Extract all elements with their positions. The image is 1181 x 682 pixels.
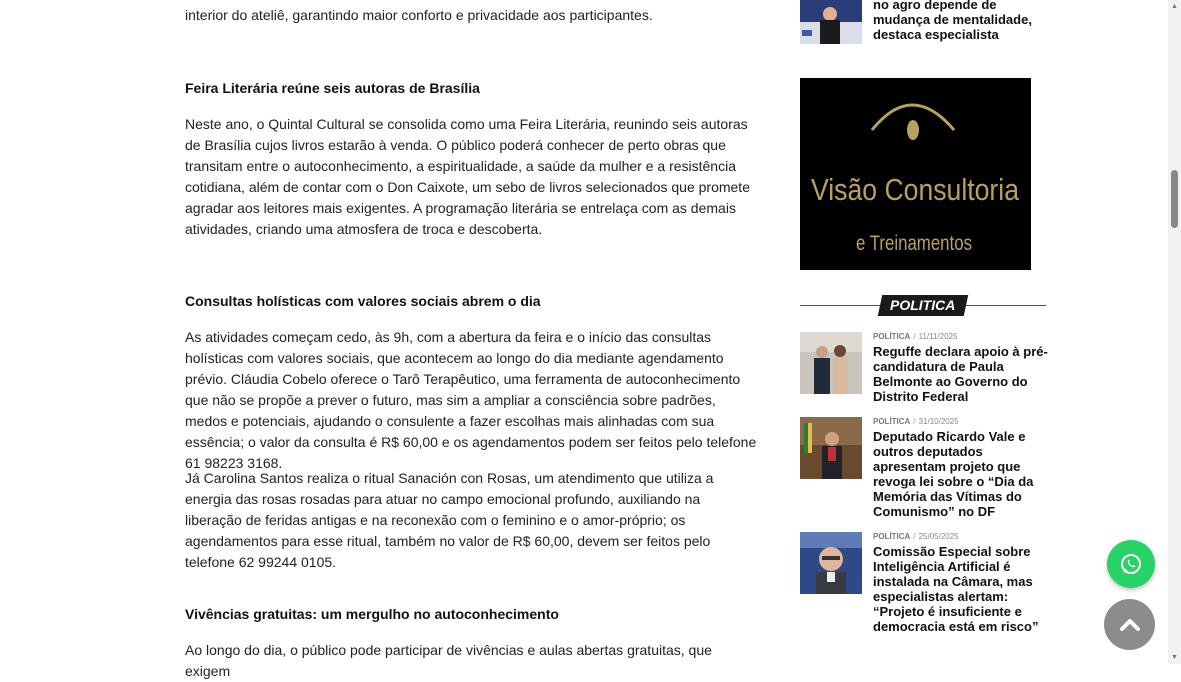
news-category[interactable]: POLÍTICA xyxy=(873,332,911,341)
scrollbar-thumb[interactable] xyxy=(1171,170,1178,228)
scroll-down-icon[interactable]: ▼ xyxy=(1171,654,1178,661)
section-header-politica xyxy=(800,294,1046,316)
news-text xyxy=(873,332,1048,404)
chevron-up-icon xyxy=(1118,613,1142,637)
article-paragraph: As atividades começam cedo, às 9h, com a abertura da feira e o início das consultas holísticas com valores sociais, que acontecem ao longo do dia mediante agendamento prévio. Cláudia Cobelo oferece o Tarô Terapêutico, uma ferramenta de autoconhecimento que não se propõe a prever o futuro, mas sim a ampliar a consciência sobre padrões, medos e potenciais, ajudando o consulente a fazer escolhas mais alinhadas com sua essência; o valor da consulta é R$ 60,00 e os agendamentos podem ser feitos pelo telefone 61 98223 3168. xyxy=(185,329,757,471)
news-meta: POLÍTICA / 25/05/2025 xyxy=(873,532,959,541)
news-date: 31/10/2025 xyxy=(918,417,959,426)
news-date: 25/05/2025 xyxy=(918,532,959,541)
news-title[interactable]: Reguffe declara apoio à pré-candidatura de Paula Belmonte ao Governo do Distrito Federal xyxy=(873,344,1048,404)
scroll-up-icon[interactable]: ▲ xyxy=(1171,3,1178,10)
article-subheading: Feira Literária reúne seis autoras de Brasília xyxy=(185,80,480,96)
article-subheading: Consultas holísticas com valores sociais abrem o dia xyxy=(185,293,541,309)
news-title[interactable]: no agro depende de mudança de mentalidade, destaca especialista xyxy=(873,0,1032,42)
ad-line2: e Treinamentos xyxy=(856,232,972,255)
article-paragraph: Já Carolina Santos realiza o ritual Sanación con Rosas, um atendimento que utiliza a energia das rosas rosadas para atuar no campo emocional profundo, auxiliando na liberação de feridas antigas e na reconexão com o feminino e o amor-próprio; os agendamentos para esse ritual, também no valor de R$ 60,00, devem ser feitos pelo telefone 62 99244 0105. xyxy=(185,470,714,570)
whatsapp-button[interactable] xyxy=(1107,540,1155,588)
news-title[interactable]: Comissão Especial sobre Inteligência Artificial é instalada na Câmara, mas especialistas alertam: “Projeto é insuficiente e democracia está em risco” xyxy=(873,544,1039,634)
advertisement-banner[interactable] xyxy=(800,78,1031,270)
ad-line1: Visão Consultoria xyxy=(811,172,1020,207)
news-thumbnail[interactable] xyxy=(800,332,862,394)
article-paragraph: interior do ateliê, garantindo maior conforto e privacidade aos participantes. xyxy=(185,7,653,23)
news-meta: POLÍTICA / 31/10/2025 xyxy=(873,417,959,426)
article-subheading: Vivências gratuitas: um mergulho no autoconhecimento xyxy=(185,606,559,622)
news-title[interactable]: Deputado Ricardo Vale e outros deputados apresentam projeto que revoga lei sobre o “Dia da Memória das Vítimas do Comunismo” no DF xyxy=(873,429,1034,519)
back-to-top-button[interactable] xyxy=(1104,599,1155,650)
news-thumbnail[interactable] xyxy=(800,417,862,479)
news-date: 11/11/2025 xyxy=(918,332,958,341)
section-label[interactable]: POLITICA xyxy=(878,295,968,316)
news-category[interactable]: POLÍTICA xyxy=(873,532,911,541)
news-text xyxy=(873,0,1048,42)
news-meta: POLÍTICA / 11/11/2025 xyxy=(873,332,958,341)
news-text xyxy=(873,417,1048,519)
news-category[interactable]: POLÍTICA xyxy=(873,417,911,426)
news-thumbnail[interactable] xyxy=(800,0,862,44)
article-paragraph: Neste ano, o Quintal Cultural se consolida como uma Feira Literária, reunindo seis autoras de Brasília cujos livros estarão à venda. O público poderá conhecer de perto obras que transitam entre o autoconhecimento, a espiritualidade, a saúde da mulher e a resistência cotidiana, além de contar com o Don Caixote, um sebo de livros selecionados que promete agradar aos leitores mais exigentes. A programação literária se entrelaça com as demais atividades, criando uma atmosfera de troca e descoberta. xyxy=(185,116,750,237)
whatsapp-icon xyxy=(1119,552,1143,576)
page-scrollbar[interactable] xyxy=(1168,0,1181,664)
news-text xyxy=(873,532,1048,634)
article-paragraph: Ao longo do dia, o público pode participar de vivências e aulas abertas gratuitas, que exigem xyxy=(185,642,712,679)
news-thumbnail[interactable] xyxy=(800,532,862,594)
